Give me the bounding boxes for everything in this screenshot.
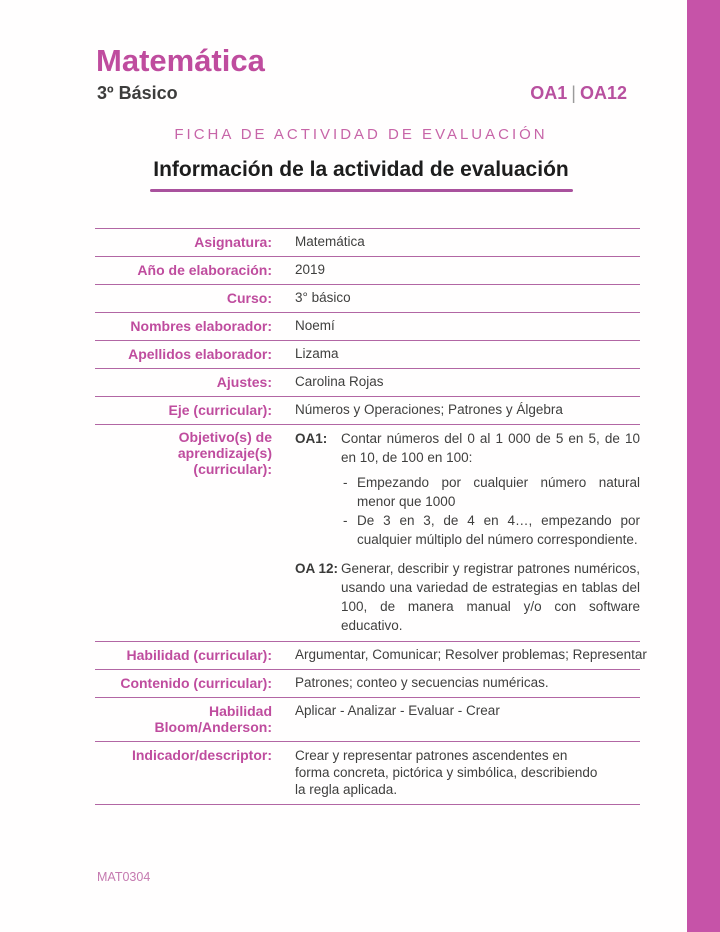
objetivos-label-line: (curricular):: [193, 461, 272, 477]
oa12-item: [295, 559, 640, 635]
bullet-item: [341, 511, 640, 549]
table-row-habilidad-curricular: [95, 641, 647, 669]
table-row-contenido-curricular: [95, 669, 640, 697]
row-label: Habilidad Bloom/Anderson:: [154, 703, 272, 735]
bullet-dash: -: [343, 513, 348, 528]
bullet-text: De 3 en 3, de 4 en 4…, empezando por cualquier múltiplo del número correspondiente.: [357, 513, 640, 547]
bullet-dash: -: [343, 475, 348, 490]
row-label: Año de elaboración:: [137, 262, 272, 278]
footer-document-code: MAT0304: [97, 870, 151, 884]
table-row-eje-curricular: [95, 396, 640, 424]
oa-code-1: OA1: [530, 83, 568, 103]
row-value: Argumentar, Comunicar; Resolver problemas; Representar: [295, 647, 647, 662]
row-value: Lizama: [295, 346, 339, 361]
row-value: Noemí: [295, 318, 335, 333]
table-row-asignatura: [95, 228, 640, 256]
oa12-code: OA 12:: [295, 561, 339, 576]
grade-label: 3º Básico: [97, 83, 178, 103]
oa-separator: |: [571, 83, 576, 103]
row-value: Números y Operaciones; Patrones y Álgebra: [295, 402, 563, 417]
right-accent-bar: [687, 0, 720, 932]
row-label: Curso:: [226, 290, 272, 306]
oa12-body: [341, 559, 640, 635]
oa1-code: OA1:: [295, 431, 328, 446]
row-label: Eje (curricular):: [168, 402, 272, 418]
row-value: 3° básico: [295, 290, 351, 305]
table-row-objetivos: [95, 424, 640, 641]
subject-title: Matemática: [96, 43, 265, 78]
row-value: Carolina Rojas: [295, 374, 384, 389]
oa1-bullets: [341, 473, 640, 549]
table-row-curso: [95, 284, 640, 312]
oa-code-2: OA12: [579, 83, 627, 103]
table-row-habilidad-bloom: [95, 697, 640, 741]
row-label: Asignatura:: [194, 234, 272, 250]
row-label-objetivos: [95, 429, 272, 635]
bullet-text: Empezando por cualquier número natural menor que 1000: [357, 475, 640, 509]
oa1-body: [341, 429, 640, 549]
oa-codes: [95, 82, 627, 104]
table-row-ajustes: [95, 368, 640, 396]
row-value: Matemática: [295, 234, 365, 249]
row-label: Ajustes:: [216, 374, 272, 390]
oa12-text: Generar, describir y registrar patrones numéricos, usando una variedad de estrategias en tablas del 100, de manera manual y/o con software educativo.: [341, 561, 640, 633]
title-underline: [150, 189, 573, 192]
row-label: Nombres elaborador:: [130, 318, 272, 334]
row-value: Aplicar - Analizar - Evaluar - Crear: [295, 703, 500, 718]
oa1-text: Contar números del 0 al 1 000 de 5 en 5, de 10 en 10, de 100 en 100:: [341, 431, 640, 465]
ficha-title: FICHA DE ACTIVIDAD DE EVALUACIÓN: [174, 126, 548, 143]
bullet-item: [341, 473, 640, 511]
section-title: Información de la actividad de evaluación: [153, 158, 569, 181]
objetivos-label-line: Objetivo(s) de: [178, 429, 272, 445]
table-row-indicador-descriptor: [95, 741, 640, 805]
table-row-apellidos-elaborador: [95, 340, 640, 368]
table-row-nombres-elaborador: [95, 312, 640, 340]
row-value-objetivos: [295, 429, 640, 635]
row-label: Contenido (curricular):: [120, 675, 272, 691]
info-table: [95, 228, 647, 805]
row-value: 2019: [295, 262, 326, 277]
oa1-item: [295, 429, 640, 549]
row-label: Habilidad (curricular):: [126, 647, 272, 663]
table-row-ano-elaboracion: [95, 256, 640, 284]
row-label: Apellidos elaborador:: [128, 346, 272, 362]
row-label: Indicador/descriptor:: [131, 747, 272, 763]
objetivos-label-line: aprendizaje(s): [177, 445, 272, 461]
row-value: Patrones; conteo y secuencias numéricas.: [295, 675, 549, 690]
row-value: Crear y representar patrones ascendentes en forma concreta, pictórica y simbólica, describiendo la regla aplicada.: [295, 748, 598, 797]
